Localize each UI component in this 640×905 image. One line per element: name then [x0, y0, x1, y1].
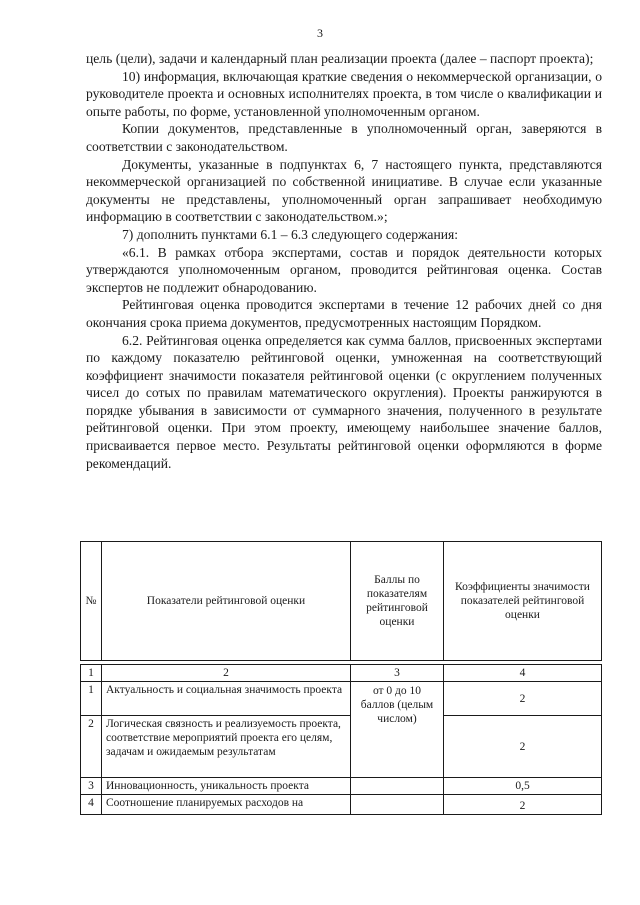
col-number: 3: [351, 665, 444, 682]
paragraph: «6.1. В рамках отбора экспертами, состав и порядок деятельности которых утверждаются уполномоченным органом, проводится рейтинговая оценка. Состав экспертов не подлежит обнародованию.: [86, 244, 602, 295]
col-number: 4: [444, 665, 602, 682]
header-coef: Коэффициенты значимости показателей рейтинговой оценки: [444, 542, 602, 661]
points-range: от 0 до 10 баллов (целым числом): [351, 682, 444, 778]
table-row: [81, 778, 602, 795]
row-indicator: Соотношение планируемых расходов на: [102, 795, 351, 815]
header-points: Баллы по показателям рейтинговой оценки: [351, 542, 444, 661]
header-indicator: Показатели рейтинговой оценки: [102, 542, 351, 661]
table-row: [81, 682, 602, 716]
col-number: 2: [102, 665, 351, 682]
row-coef: 2: [444, 795, 602, 815]
rating-table: [80, 541, 602, 815]
table-row: [81, 795, 602, 815]
paragraph: Документы, указанные в подпунктах 6, 7 настоящего пункта, представляются некоммерческой организацией по собственной инициативе. В случае если указанные документы не представлены, уполномоченный орган запрашивает необходимую информацию в соответствии с законодательством.»;: [86, 156, 602, 225]
paragraph: 10) информация, включающая краткие сведения о некоммерческой организации, о руководителе проекта и основных исполнителях проекта, в том числе о квалификации и опыте работы, по форме, установленной уполномоченным органом.: [86, 68, 602, 119]
row-coef: 2: [444, 682, 602, 716]
table-row: [81, 716, 602, 778]
row-num: 2: [81, 716, 102, 778]
row-coef: 0,5: [444, 778, 602, 795]
row-coef: 2: [444, 716, 602, 778]
paragraph: Рейтинговая оценка проводится экспертами в течение 12 рабочих дней со дня окончания срока приема документов, предусмотренных настоящим Порядком.: [86, 297, 602, 330]
row-indicator: Инновационность, уникальность проекта: [102, 778, 351, 795]
table-header-row: [81, 542, 602, 661]
column-number-row: [81, 665, 602, 682]
points-empty: [351, 778, 444, 795]
row-indicator: Актуальность и социальная значимость проекта: [102, 682, 351, 716]
paragraph: цель (цели), задачи и календарный план реализации проекта (далее – паспорт проекта);: [86, 51, 594, 66]
row-indicator: Логическая связность и реализуемость проекта, соответствие мероприятий проекта его целям, задачам и ожидаемым результатам: [102, 716, 351, 778]
row-num: 4: [81, 795, 102, 815]
rating-table-wrapper: [80, 541, 602, 815]
col-number: 1: [81, 665, 102, 682]
page-number: 3: [317, 26, 323, 40]
row-num: 1: [81, 682, 102, 716]
document-body: [86, 50, 602, 472]
header-num: №: [81, 542, 102, 661]
paragraph: 6.2. Рейтинговая оценка определяется как сумма баллов, присвоенных экспертами по каждому показателю рейтинговой оценки, умноженная на соответствующий коэффициент значимости показателя рейтинговой оценки (с округлением полученных чисел до сотых по правилам математического округления). Проекты ранжируются в порядке убывания в зависимости от суммарного значения, полученного в результате рейтинговой оценки. При этом проекту, имеющему наибольшее значение баллов, присваивается первое место. Результаты рейтинговой оценки оформляются в форме рекомендаций.: [86, 332, 602, 471]
points-empty: [351, 795, 444, 815]
paragraph: 7) дополнить пунктами 6.1 – 6.3 следующего содержания:: [122, 226, 459, 242]
row-num: 3: [81, 778, 102, 795]
paragraph: Копии документов, представленные в уполномоченный орган, заверяются в соответствии с законодательством.: [86, 121, 602, 154]
